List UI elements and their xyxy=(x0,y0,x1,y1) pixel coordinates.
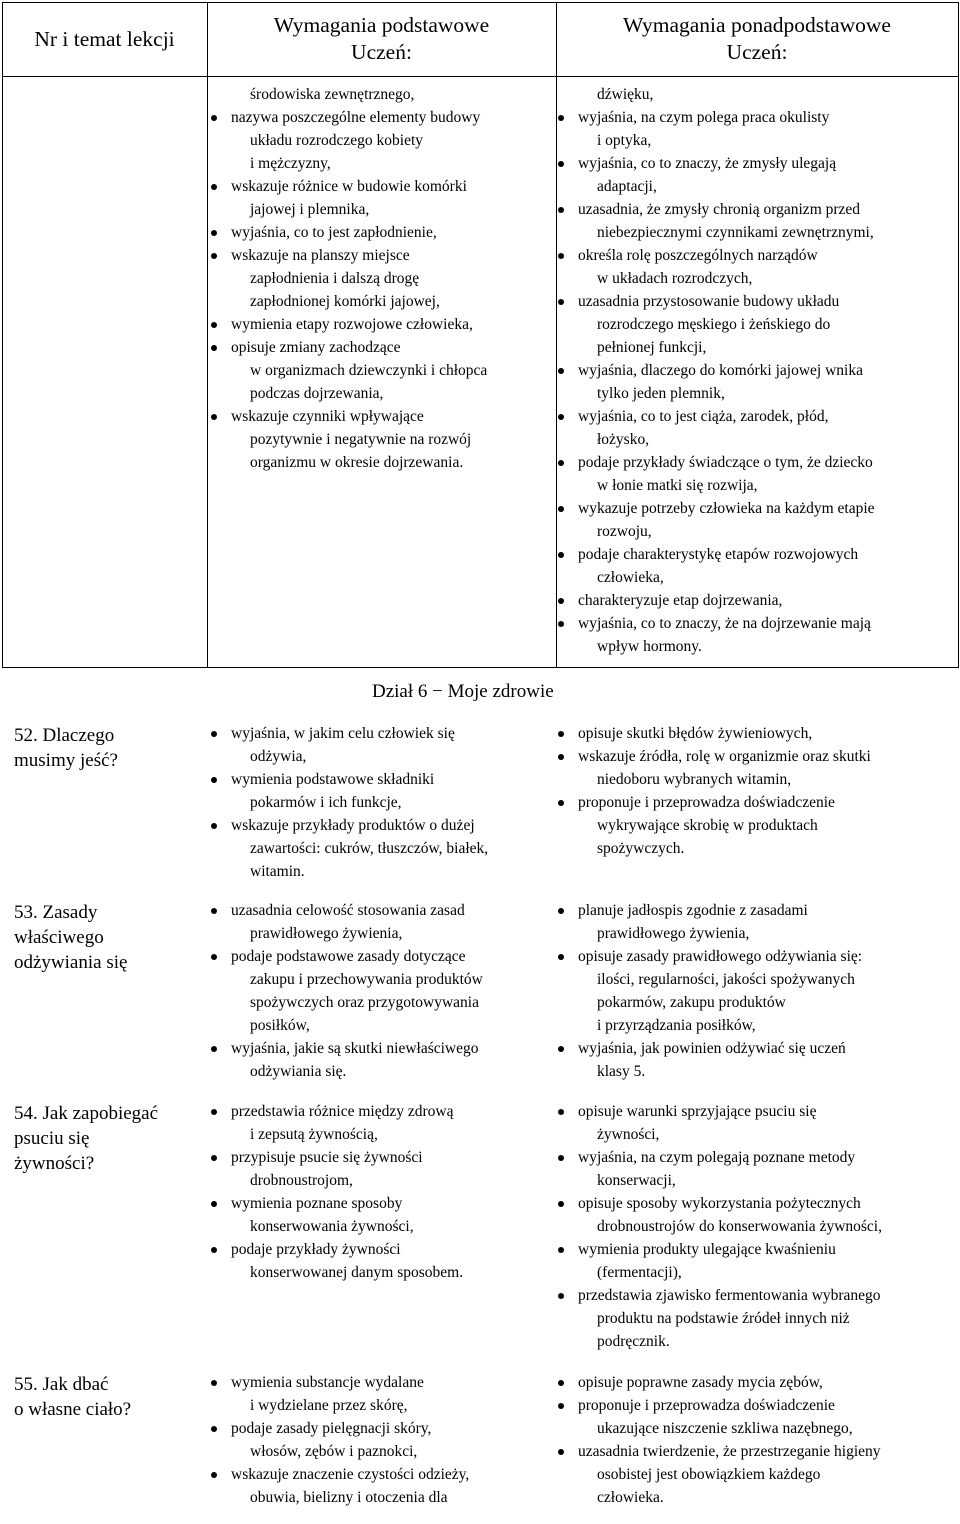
requirement-continuation-line: żywności, xyxy=(597,1126,660,1143)
requirement-continuation-line: klasy 5. xyxy=(597,1063,646,1080)
requirement-continuation-line: rozwoju, xyxy=(597,523,652,540)
requirement-bullet-line: nazywa poszczególne elementy budowy xyxy=(231,106,487,129)
requirement-bullet-line: opisuje sposoby wykorzystania pożytecznych xyxy=(578,1192,882,1215)
requirement-bullet-line: wskazuje różnice w budowie komórki xyxy=(231,175,487,198)
requirement-continuation-line: podczas dojrzewania, xyxy=(250,385,384,402)
requirement-continuation-line: adaptacji, xyxy=(597,178,657,195)
lesson-topic-line: o własne ciało? xyxy=(14,1399,132,1420)
continuation-basic-list xyxy=(231,83,487,474)
lesson-53-basic-list xyxy=(231,899,483,1083)
lesson-topic-line: 55. Jak dbać xyxy=(14,1374,109,1395)
requirement-bullet-line: proponuje i przeprowadza doświadczenie xyxy=(578,1394,881,1417)
requirement-bullet-line: wskazuje znaczenie czystości odzieży, xyxy=(231,1463,469,1486)
requirement-continuation-line: i optyka, xyxy=(597,132,652,149)
requirement-continuation-line: wpływ hormony. xyxy=(597,638,702,655)
lesson-52-basic-list xyxy=(231,722,488,883)
requirement-bullet-line: wymienia podstawowe składniki xyxy=(231,768,488,791)
requirement-continuation-line: drobnoustrojom, xyxy=(250,1172,353,1189)
requirement-bullet-line: uzasadnia twierdzenie, że przestrzeganie higieny xyxy=(578,1440,881,1463)
requirement-bullet-line: podaje zasady pielęgnacji skóry, xyxy=(231,1417,469,1440)
lesson-54-topic xyxy=(14,1101,202,1176)
requirement-continuation-line: pełnionej funkcji, xyxy=(597,339,707,356)
header-lesson-label: Nr i temat lekcji xyxy=(34,27,175,51)
lesson-53-topic xyxy=(14,900,202,975)
requirement-bullet-line: opisuje zasady prawidłowego odżywiania się: xyxy=(578,945,862,968)
requirement-bullet-line: wymienia etapy rozwojowe człowieka, xyxy=(231,313,487,336)
continuation-advanced-list xyxy=(578,83,875,658)
table-right-border xyxy=(958,2,959,668)
lesson-topic-line: 52. Dlaczego xyxy=(14,725,115,746)
requirement-bullet-line: podaje charakterystykę etapów rozwojowych xyxy=(578,543,875,566)
lesson-topic-line: 53. Zasady xyxy=(14,902,98,923)
requirement-bullet-line: wskazuje na planszy miejsce xyxy=(231,244,487,267)
requirement-continuation-line: konserwacji, xyxy=(597,1172,676,1189)
requirement-bullet-line: wymienia substancje wydalane xyxy=(231,1371,469,1394)
requirement-continuation-line: pokarmów i ich funkcje, xyxy=(250,794,402,811)
requirement-continuation-line: produktu na podstawie źródeł innych niż xyxy=(597,1310,850,1327)
lesson-54-basic-list xyxy=(231,1100,463,1284)
requirement-bullet-line: podaje podstawowe zasady dotyczące xyxy=(231,945,483,968)
requirement-bullet-line: podaje przykłady żywności xyxy=(231,1238,463,1261)
header-basic-subtitle: Uczeń: xyxy=(351,40,412,64)
requirement-continuation-line: niebezpiecznymi czynnikami zewnętrznymi, xyxy=(597,224,874,241)
header-basic-title: Wymagania podstawowe xyxy=(273,13,490,37)
requirement-continuation-line: układu rozrodczego kobiety xyxy=(250,132,424,149)
requirement-bullet-line: wyjaśnia, co to znaczy, że na dojrzewanie mają xyxy=(578,612,875,635)
requirement-continuation-line: człowieka. xyxy=(597,1489,664,1506)
requirement-continuation-line: w łonie matki się rozwija, xyxy=(597,477,758,494)
requirement-continuation-line: prawidłowego żywienia, xyxy=(597,925,750,942)
requirement-continuation-line: ilości, regularności, jakości spożywanych xyxy=(597,971,855,988)
requirement-bullet-line: wyjaśnia, co to jest zapłodnienie, xyxy=(231,221,487,244)
requirement-bullet-line: wyjaśnia, w jakim celu człowiek się xyxy=(231,722,488,745)
column-divider-2 xyxy=(556,2,557,668)
requirement-continuation-line: posiłków, xyxy=(250,1017,310,1034)
requirement-continuation-line: i zepsutą żywnością, xyxy=(250,1126,378,1143)
requirement-continuation-line: człowieka, xyxy=(597,569,664,586)
requirement-bullet-line: wskazuje źródła, rolę w organizmie oraz skutki xyxy=(578,745,871,768)
requirement-continuation-line: niedoboru wybranych witamin, xyxy=(597,771,792,788)
lesson-topic-line: 54. Jak zapobiegać xyxy=(14,1103,159,1124)
requirement-bullet-line: przedstawia zjawisko fermentowania wybranego xyxy=(578,1284,882,1307)
header-advanced-subtitle: Uczeń: xyxy=(726,40,788,64)
column-divider-1 xyxy=(207,2,208,668)
requirement-continuation-line: spożywczych. xyxy=(597,840,685,857)
header-bottom-border xyxy=(2,76,958,77)
requirement-continuation-line: i przyrządzania posiłków, xyxy=(597,1017,756,1034)
lesson-52-advanced-list xyxy=(578,722,871,860)
requirement-continuation-line: (fermentacji), xyxy=(597,1264,682,1281)
requirement-continuation-line: łożysko, xyxy=(597,431,650,448)
header-advanced-column xyxy=(556,12,958,66)
requirement-continuation-line: zapłodnienia i dalszą drogę xyxy=(250,270,420,287)
requirement-bullet-line: wyjaśnia, jak powinien odżywiać się uczeń xyxy=(578,1037,862,1060)
requirement-continuation-line: włosów, zębów i paznokci, xyxy=(250,1443,418,1460)
requirement-continuation-line: konserwowanej danym sposobem. xyxy=(250,1264,464,1281)
requirement-bullet-line: wyjaśnia, na czym polega praca okulisty xyxy=(578,106,875,129)
requirement-bullet-line: opisuje skutki błędów żywieniowych, xyxy=(578,722,871,745)
requirement-continuation-line: drobnoustrojów do konserwowania żywności, xyxy=(597,1218,882,1235)
requirement-continuation-line: tylko jeden plemnik, xyxy=(597,385,725,402)
requirement-bullet-line: opisuje warunki sprzyjające psuciu się xyxy=(578,1100,882,1123)
lesson-54-advanced-list xyxy=(578,1100,882,1353)
requirement-continuation-line: witamin. xyxy=(250,863,305,880)
requirement-bullet-line: uzasadnia przystosowanie budowy układu xyxy=(578,290,875,313)
requirement-bullet-line: wyjaśnia, co to znaczy, że zmysły ulegają xyxy=(578,152,875,175)
requirement-continuation-line: w układach rozrodczych, xyxy=(597,270,753,287)
requirement-bullet-line: proponuje i przeprowadza doświadczenie xyxy=(578,791,871,814)
requirement-bullet-line: wyjaśnia, co to jest ciąża, zarodek, płód, xyxy=(578,405,875,428)
requirement-continuation-line: jajowej i plemnika, xyxy=(250,201,370,218)
requirement-continuation-line: rozrodczego męskiego i żeńskiego do xyxy=(597,316,831,333)
lesson-55-basic-list xyxy=(231,1371,469,1509)
lesson-52-topic xyxy=(14,723,202,773)
requirement-continuation-line: zawartości: cukrów, tłuszczów, białek, xyxy=(250,840,489,857)
table-top-border xyxy=(2,2,958,3)
requirement-bullet-line: określa rolę poszczególnych narządów xyxy=(578,244,875,267)
lesson-55-topic xyxy=(14,1372,202,1422)
header-basic-column xyxy=(207,12,556,66)
requirement-bullet-line: wymienia produkty ulegające kwaśnieniu xyxy=(578,1238,882,1261)
requirement-continuation-line: pozytywnie i negatywnie na rozwój xyxy=(250,431,472,448)
lesson-55-advanced-list xyxy=(578,1371,881,1509)
requirement-continuation-line: prawidłowego żywienia, xyxy=(250,925,403,942)
requirement-continuation-line: odżywia, xyxy=(250,748,307,765)
requirement-continuation-line: ukazujące niszczenie szkliwa nazębnego, xyxy=(597,1420,853,1437)
requirement-continuation-line: podręcznik. xyxy=(597,1333,670,1350)
requirement-bullet-line: przypisuje psucie się żywności xyxy=(231,1146,463,1169)
section-title: Dział 6 − Moje zdrowie xyxy=(372,681,554,702)
lesson-topic-line: właściwego xyxy=(14,927,104,948)
requirement-bullet-line: wykazuje potrzeby człowieka na każdym etapie xyxy=(578,497,875,520)
requirement-continuation-line: konserwowania żywności, xyxy=(250,1218,414,1235)
requirement-continuation-line: organizmu w okresie dojrzewania. xyxy=(250,454,464,471)
requirement-continuation-line: w organizmach dziewczynki i chłopca xyxy=(250,362,488,379)
lesson-topic-line: odżywiania się xyxy=(14,952,128,973)
requirement-continuation-line: pokarmów, zakupu produktów xyxy=(597,994,786,1011)
requirement-bullet-line: opisuje poprawne zasady mycia zębów, xyxy=(578,1371,881,1394)
requirement-bullet-line: opisuje zmiany zachodzące xyxy=(231,336,487,359)
header-advanced-title: Wymagania ponadpodstawowe xyxy=(623,13,891,37)
lesson-topic-line: musimy jeść? xyxy=(14,750,118,771)
requirement-continuation-line: zakupu i przechowywania produktów xyxy=(250,971,483,988)
table-continuation-bottom-border xyxy=(2,667,958,668)
requirement-bullet-line: wyjaśnia, dlaczego do komórki jajowej wnika xyxy=(578,359,875,382)
requirement-continuation-line: odżywiania się. xyxy=(250,1063,347,1080)
requirement-bullet-line: wyjaśnia, jakie są skutki niewłaściwego xyxy=(231,1037,483,1060)
requirement-continuation-line: i mężczyzny, xyxy=(250,155,331,172)
requirement-continuation-line: środowiska zewnętrznego, xyxy=(250,86,415,103)
requirement-bullet-line: wymienia poznane sposoby xyxy=(231,1192,463,1215)
lesson-53-advanced-list xyxy=(578,899,862,1083)
lesson-topic-line: żywności? xyxy=(14,1153,95,1174)
requirement-bullet-line: uzasadnia, że zmysły chronią organizm przed xyxy=(578,198,875,221)
requirement-bullet-line: uzasadnia celowość stosowania zasad xyxy=(231,899,483,922)
requirement-continuation-line: spożywczych oraz przygotowywania xyxy=(250,994,479,1011)
requirement-bullet-line: wyjaśnia, na czym polegają poznane metody xyxy=(578,1146,882,1169)
header-lesson-column xyxy=(2,26,207,53)
requirement-bullet-line: podaje przykłady świadczące o tym, że dziecko xyxy=(578,451,875,474)
requirement-continuation-line: i wydzielane przez skórę, xyxy=(250,1397,408,1414)
requirement-continuation-line: wykrywające skrobię w produktach xyxy=(597,817,818,834)
requirement-bullet-line: planuje jadłospis zgodnie z zasadami xyxy=(578,899,862,922)
requirement-continuation-line: zapłodnionej komórki jajowej, xyxy=(250,293,440,310)
requirement-bullet-line: wskazuje przykłady produktów o dużej xyxy=(231,814,488,837)
requirement-continuation-line: dźwięku, xyxy=(597,86,654,103)
table-left-border xyxy=(2,2,3,668)
requirement-continuation-line: obuwia, bielizny i otoczenia dla xyxy=(250,1489,448,1506)
requirement-bullet-line: wskazuje czynniki wpływające xyxy=(231,405,487,428)
requirement-bullet-line: charakteryzuje etap dojrzewania, xyxy=(578,589,875,612)
requirement-continuation-line: osobistej jest obowiązkiem każdego xyxy=(597,1466,821,1483)
requirement-bullet-line: przedstawia różnice między zdrową xyxy=(231,1100,463,1123)
lesson-topic-line: psuciu się xyxy=(14,1128,90,1149)
